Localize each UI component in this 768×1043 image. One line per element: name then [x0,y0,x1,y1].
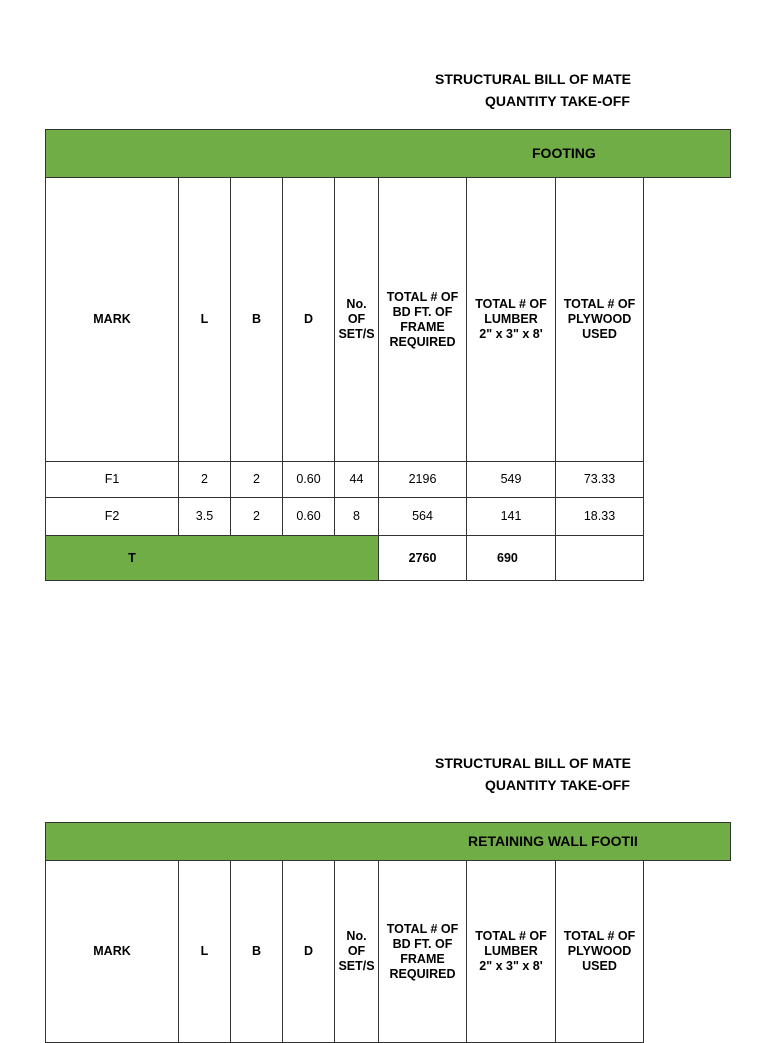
cell-mark: F1 [46,462,179,498]
header-mark: MARK [46,178,179,462]
cell-sets: 8 [335,498,379,536]
cell-bdft: 564 [379,498,467,536]
table-row [46,498,644,536]
section-2-table-clip [0,860,768,981]
table-header-row [46,178,644,462]
section-2-title-line-2: QUANTITY TAKE-OFF [485,777,630,793]
header-plywood: TOTAL # OF PLYWOOD USED [556,178,644,462]
cell-b: 2 [231,498,283,536]
section-1-title-line-2: QUANTITY TAKE-OFF [485,93,630,109]
header-l: L [179,861,231,1043]
cell-l: 3.5 [179,498,231,536]
total-lumber: 690 [467,536,556,581]
cell-lumber: 141 [467,498,556,536]
cell-mark: F2 [46,498,179,536]
total-label: T [46,536,379,581]
header-sets: No. OF SET/S [335,178,379,462]
table-row [46,462,644,498]
footing-table [45,177,644,581]
section-2-banner-label: RETAINING WALL FOOTII [468,833,638,849]
header-d: D [283,861,335,1043]
cell-lumber: 549 [467,462,556,498]
section-1-title-clip [0,68,643,118]
header-sets: No. OF SET/S [335,861,379,1043]
section-2-title-clip [0,752,643,802]
header-plywood: TOTAL # OF PLYWOOD USED [556,861,644,1043]
cell-bdft: 2196 [379,462,467,498]
header-d: D [283,178,335,462]
header-b: B [231,861,283,1043]
header-mark: MARK [46,861,179,1043]
header-lumber: TOTAL # OF LUMBER 2" x 3" x 8' [467,178,556,462]
header-l: L [179,178,231,462]
header-bdft: TOTAL # OF BD FT. OF FRAME REQUIRED [379,861,467,1043]
section-1-banner [45,129,731,178]
header-bdft: TOTAL # OF BD FT. OF FRAME REQUIRED [379,178,467,462]
cell-d: 0.60 [283,462,335,498]
cell-d: 0.60 [283,498,335,536]
total-bdft: 2760 [379,536,467,581]
table-header-row [46,861,644,1043]
cell-l: 2 [179,462,231,498]
header-lumber: TOTAL # OF LUMBER 2" x 3" x 8' [467,861,556,1043]
header-b: B [231,178,283,462]
total-row [46,536,644,581]
section-2-banner-clip [46,823,644,860]
section-1-banner-label: FOOTING [532,145,596,161]
section-2-title-line-1: STRUCTURAL BILL OF MATE [435,755,631,771]
cell-b: 2 [231,462,283,498]
section-2-banner [45,822,731,861]
retaining-wall-table [45,860,644,1043]
section-1-title-line-1: STRUCTURAL BILL OF MATE [435,71,631,87]
total-plywood [556,536,644,581]
cell-plywood: 18.33 [556,498,644,536]
cell-sets: 44 [335,462,379,498]
cell-plywood: 73.33 [556,462,644,498]
